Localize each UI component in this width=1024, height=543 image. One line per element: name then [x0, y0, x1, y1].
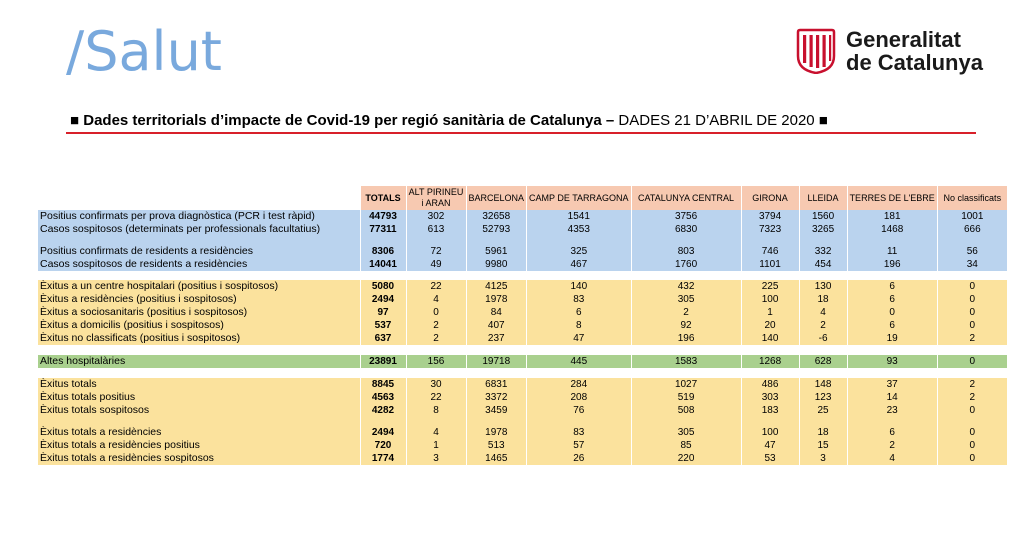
value-cell: 6830 [631, 223, 741, 236]
spacer-row [38, 271, 1007, 280]
value-cell: 72 [406, 245, 466, 258]
value-cell: 4 [406, 426, 466, 439]
value-cell: 3372 [466, 391, 527, 404]
spacer-cell [847, 368, 937, 378]
value-cell: 746 [741, 245, 799, 258]
row-label: Positius confirmats de residents a residències [38, 245, 360, 258]
value-cell: 1268 [741, 355, 799, 368]
spacer-cell [741, 417, 799, 426]
title-bold-text: Dades territorials d’impacte de Covid-19 per regió sanitària de Catalunya – [83, 112, 615, 129]
table-row [38, 378, 1007, 391]
value-cell: 445 [527, 355, 632, 368]
value-cell: 0 [937, 280, 1007, 293]
value-cell: 6 [847, 293, 937, 306]
spacer-cell [38, 236, 360, 245]
value-cell: 100 [741, 426, 799, 439]
value-cell: 2 [406, 332, 466, 345]
value-cell: 332 [799, 245, 847, 258]
total-cell: 8306 [360, 245, 406, 258]
spacer-cell [799, 271, 847, 280]
table-row [38, 452, 1007, 465]
generalitat-logo [796, 28, 983, 74]
total-cell: 77311 [360, 223, 406, 236]
row-label: Èxitus totals a residències [38, 426, 360, 439]
value-cell: 454 [799, 258, 847, 271]
gencat-line-1: Generalitat [846, 27, 961, 52]
generalitat-wordmark [846, 28, 983, 74]
table-row [38, 293, 1007, 306]
spacer-cell [631, 368, 741, 378]
value-cell: 1001 [937, 210, 1007, 223]
value-cell: 4125 [466, 280, 527, 293]
value-cell: 6 [847, 280, 937, 293]
row-label: Èxitus totals positius [38, 391, 360, 404]
value-cell: 196 [631, 332, 741, 345]
value-cell: 9980 [466, 258, 527, 271]
value-cell: 302 [406, 210, 466, 223]
table-row [38, 245, 1007, 258]
spacer-row [38, 236, 1007, 245]
spacer-cell [38, 345, 360, 355]
spacer-cell [360, 271, 406, 280]
value-cell: 56 [937, 245, 1007, 258]
value-cell: 407 [466, 319, 527, 332]
table-row [38, 426, 1007, 439]
value-cell: 23 [847, 404, 937, 417]
value-cell: 803 [631, 245, 741, 258]
value-cell: 196 [847, 258, 937, 271]
title-underline [66, 132, 976, 134]
value-cell: 467 [527, 258, 632, 271]
spacer-cell [937, 368, 1007, 378]
table-row [38, 258, 1007, 271]
spacer-cell [527, 368, 632, 378]
table-row [38, 355, 1007, 368]
value-cell: 2 [937, 378, 1007, 391]
spacer-cell [527, 417, 632, 426]
spacer-cell [631, 271, 741, 280]
spacer-cell [741, 368, 799, 378]
spacer-cell [937, 271, 1007, 280]
value-cell: 432 [631, 280, 741, 293]
row-label: Èxitus a un centre hospitalari (positius i sospitosos) [38, 280, 360, 293]
value-cell: 57 [527, 439, 632, 452]
table-row [38, 319, 1007, 332]
value-cell: 519 [631, 391, 741, 404]
value-cell: 303 [741, 391, 799, 404]
catalan-shield-icon [796, 28, 836, 74]
value-cell: 25 [799, 404, 847, 417]
value-cell: 4 [406, 293, 466, 306]
row-label: Èxitus a sociosanitaris (positius i sospitosos) [38, 306, 360, 319]
value-cell: 1560 [799, 210, 847, 223]
total-cell: 637 [360, 332, 406, 345]
value-cell: 26 [527, 452, 632, 465]
value-cell: 148 [799, 378, 847, 391]
value-cell: 0 [937, 355, 1007, 368]
value-cell: 140 [741, 332, 799, 345]
title-square-left: ■ [70, 112, 80, 129]
spacer-row [38, 417, 1007, 426]
spacer-cell [38, 368, 360, 378]
spacer-cell [38, 271, 360, 280]
value-cell: 1101 [741, 258, 799, 271]
value-cell: 140 [527, 280, 632, 293]
spacer-cell [741, 345, 799, 355]
value-cell: 92 [631, 319, 741, 332]
spacer-cell [360, 236, 406, 245]
value-cell: 613 [406, 223, 466, 236]
value-cell: 123 [799, 391, 847, 404]
total-cell: 8845 [360, 378, 406, 391]
value-cell: 0 [937, 293, 1007, 306]
value-cell: 156 [406, 355, 466, 368]
value-cell: 11 [847, 245, 937, 258]
value-cell: 18 [799, 426, 847, 439]
total-cell: 4563 [360, 391, 406, 404]
spacer-cell [847, 345, 937, 355]
value-cell: 22 [406, 280, 466, 293]
spacer-cell [631, 417, 741, 426]
document-title [70, 112, 828, 129]
value-cell: 208 [527, 391, 632, 404]
total-cell: 5080 [360, 280, 406, 293]
value-cell: 305 [631, 293, 741, 306]
spacer-cell [847, 417, 937, 426]
value-cell: 220 [631, 452, 741, 465]
value-cell: 1 [406, 439, 466, 452]
value-cell: 0 [847, 306, 937, 319]
spacer-cell [741, 236, 799, 245]
value-cell: 0 [937, 306, 1007, 319]
row-label: Èxitus totals a residències positius [38, 439, 360, 452]
value-cell: 1760 [631, 258, 741, 271]
value-cell: 6831 [466, 378, 527, 391]
column-header: BARCELONA [466, 186, 527, 210]
row-label: Altes hospitalàries [38, 355, 360, 368]
column-header: CAMP DE TARRAGONA [527, 186, 632, 210]
column-header: GIRONA [741, 186, 799, 210]
spacer-cell [799, 368, 847, 378]
value-cell: 76 [527, 404, 632, 417]
table-row [38, 210, 1007, 223]
value-cell: 20 [741, 319, 799, 332]
table-row [38, 306, 1007, 319]
value-cell: 19718 [466, 355, 527, 368]
value-cell: 1468 [847, 223, 937, 236]
spacer-cell [466, 236, 527, 245]
value-cell: 3265 [799, 223, 847, 236]
spacer-cell [406, 271, 466, 280]
value-cell: 2 [799, 319, 847, 332]
salut-logo: /Salut [66, 20, 222, 83]
value-cell: 1027 [631, 378, 741, 391]
row-label: Èxitus totals sospitosos [38, 404, 360, 417]
spacer-cell [466, 368, 527, 378]
value-cell: 508 [631, 404, 741, 417]
column-header: TERRES DE L'EBRE [847, 186, 937, 210]
value-cell: 513 [466, 439, 527, 452]
spacer-cell [360, 368, 406, 378]
value-cell: 19 [847, 332, 937, 345]
value-cell: 6 [527, 306, 632, 319]
value-cell: 305 [631, 426, 741, 439]
row-label: Casos sospitosos (determinats per professionals facultatius) [38, 223, 360, 236]
value-cell: 85 [631, 439, 741, 452]
value-cell: 1978 [466, 426, 527, 439]
total-cell: 720 [360, 439, 406, 452]
column-header: ALT PIRINEU i ARAN [406, 186, 466, 210]
table-row [38, 439, 1007, 452]
spacer-cell [937, 417, 1007, 426]
value-cell: 0 [406, 306, 466, 319]
title-square-right: ■ [818, 112, 828, 129]
value-cell: 52793 [466, 223, 527, 236]
title-date-text: DADES 21 D’ABRIL DE 2020 [618, 112, 815, 129]
spacer-cell [799, 417, 847, 426]
value-cell: 6 [847, 426, 937, 439]
value-cell: 628 [799, 355, 847, 368]
spacer-cell [406, 345, 466, 355]
value-cell: 8 [527, 319, 632, 332]
value-cell: 325 [527, 245, 632, 258]
value-cell: 93 [847, 355, 937, 368]
row-label: Casos sospitosos de residents a residències [38, 258, 360, 271]
total-cell: 23891 [360, 355, 406, 368]
total-cell: 2494 [360, 426, 406, 439]
spacer-cell [406, 236, 466, 245]
value-cell: 5961 [466, 245, 527, 258]
value-cell: 83 [527, 293, 632, 306]
spacer-cell [527, 236, 632, 245]
table-row [38, 223, 1007, 236]
value-cell: 2 [631, 306, 741, 319]
row-label: Positius confirmats per prova diagnòstica (PCR i test ràpid) [38, 210, 360, 223]
value-cell: 3794 [741, 210, 799, 223]
value-cell: 49 [406, 258, 466, 271]
total-cell: 1774 [360, 452, 406, 465]
value-cell: 30 [406, 378, 466, 391]
value-cell: 1978 [466, 293, 527, 306]
spacer-cell [847, 271, 937, 280]
spacer-cell [466, 271, 527, 280]
spacer-cell [799, 236, 847, 245]
value-cell: 1541 [527, 210, 632, 223]
value-cell: 3756 [631, 210, 741, 223]
value-cell: 486 [741, 378, 799, 391]
value-cell: 14 [847, 391, 937, 404]
value-cell: 2 [937, 391, 1007, 404]
total-cell: 4282 [360, 404, 406, 417]
value-cell: 4 [799, 306, 847, 319]
value-cell: 183 [741, 404, 799, 417]
value-cell: 100 [741, 293, 799, 306]
spacer-cell [527, 345, 632, 355]
value-cell: 4353 [527, 223, 632, 236]
value-cell: 0 [937, 404, 1007, 417]
value-cell: 37 [847, 378, 937, 391]
spacer-cell [406, 368, 466, 378]
value-cell: 0 [937, 452, 1007, 465]
spacer-cell [466, 417, 527, 426]
spacer-row [38, 368, 1007, 378]
value-cell: 6 [847, 319, 937, 332]
row-label: Èxitus totals [38, 378, 360, 391]
value-cell: 3 [406, 452, 466, 465]
spacer-cell [527, 271, 632, 280]
value-cell: 3 [799, 452, 847, 465]
value-cell: 2 [937, 332, 1007, 345]
value-cell: 7323 [741, 223, 799, 236]
value-cell: 2 [847, 439, 937, 452]
table-row [38, 280, 1007, 293]
spacer-cell [631, 345, 741, 355]
value-cell: 47 [741, 439, 799, 452]
spacer-cell [799, 345, 847, 355]
value-cell: 666 [937, 223, 1007, 236]
total-cell: 2494 [360, 293, 406, 306]
value-cell: 0 [937, 439, 1007, 452]
table-row [38, 332, 1007, 345]
table-header-row [38, 186, 1007, 210]
total-cell: 97 [360, 306, 406, 319]
value-cell: 84 [466, 306, 527, 319]
value-cell: 1583 [631, 355, 741, 368]
spacer-cell [937, 236, 1007, 245]
row-label: Èxitus a residències (positius i sospitosos) [38, 293, 360, 306]
total-cell: 44793 [360, 210, 406, 223]
value-cell: 34 [937, 258, 1007, 271]
spacer-cell [847, 236, 937, 245]
value-cell: 3459 [466, 404, 527, 417]
value-cell: 83 [527, 426, 632, 439]
header-label-cell [38, 186, 360, 210]
spacer-row [38, 345, 1007, 355]
spacer-cell [406, 417, 466, 426]
value-cell: 0 [937, 426, 1007, 439]
row-label: Èxitus no classificats (positius i sospitosos) [38, 332, 360, 345]
value-cell: 181 [847, 210, 937, 223]
value-cell: 4 [847, 452, 937, 465]
value-cell: 1465 [466, 452, 527, 465]
spacer-cell [937, 345, 1007, 355]
column-header: No classificats [937, 186, 1007, 210]
value-cell: 18 [799, 293, 847, 306]
spacer-cell [466, 345, 527, 355]
column-header: TOTALS [360, 186, 406, 210]
total-cell: 14041 [360, 258, 406, 271]
total-cell: 537 [360, 319, 406, 332]
value-cell: 2 [406, 319, 466, 332]
value-cell: 1 [741, 306, 799, 319]
value-cell: 53 [741, 452, 799, 465]
table-row [38, 391, 1007, 404]
gencat-line-2: de Catalunya [846, 50, 983, 75]
value-cell: 237 [466, 332, 527, 345]
value-cell: 32658 [466, 210, 527, 223]
column-header: LLEIDA [799, 186, 847, 210]
spacer-cell [360, 417, 406, 426]
column-header: CATALUNYA CENTRAL [631, 186, 741, 210]
spacer-cell [631, 236, 741, 245]
value-cell: 15 [799, 439, 847, 452]
row-label: Èxitus totals a residències sospitosos [38, 452, 360, 465]
value-cell: 0 [937, 319, 1007, 332]
value-cell: 284 [527, 378, 632, 391]
spacer-cell [360, 345, 406, 355]
value-cell: 225 [741, 280, 799, 293]
value-cell: 130 [799, 280, 847, 293]
value-cell: -6 [799, 332, 847, 345]
value-cell: 22 [406, 391, 466, 404]
row-label: Èxitus a domicilis (positius i sospitosos) [38, 319, 360, 332]
spacer-cell [741, 271, 799, 280]
covid-data-table [38, 186, 1008, 465]
spacer-cell [38, 417, 360, 426]
table-row [38, 404, 1007, 417]
value-cell: 8 [406, 404, 466, 417]
value-cell: 47 [527, 332, 632, 345]
